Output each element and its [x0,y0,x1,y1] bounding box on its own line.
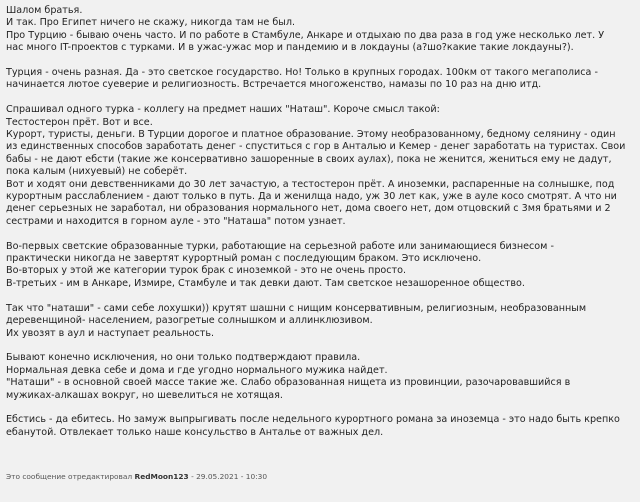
post-text-line: начинается лютое суеверие и религиозность. Встречается многоженство, намазы по 10 раз на дню итд. [6,79,542,91]
post-text-line: курортным расслаблением - дают только в путь. Да и женилща надо, уж 30 лет как, уже в ауле косо смотрят. А что ни [6,191,617,203]
post-text-line: деревенщиной- населением, разогретые солнышком и аллинклюзивом. [6,315,373,327]
post-text-line: Их увозят в аул и наступает реальность. [6,327,215,339]
post-text-line: Тестостерон прёт. Вот и все. [6,116,153,128]
post-text-line: В-третьих - им в Анкаре, Измире, Стамбуле и так девки дают. Там светское незашоренное общество. [6,277,525,289]
post-body [6,5,634,439]
post-paragraph [6,67,634,92]
post-text-line: Во-первых светские образованные турки, работающие на серьезной работе или занимающиеся бизнесом - [6,240,554,252]
post-paragraph [6,5,634,55]
post-text-line: Шалом братья. [6,5,83,16]
post-text-line: Ебстись - да ебитесь. Но замуж выпрыгивать после недельного курортного романа за иноземца - это надо быть крепко [6,414,620,426]
post-text-line: нас много IT-проектов с турками. И в ужас-ужас мор и пандемию и в локдауны (а?шо?какие такие локдауны?). [6,42,574,54]
post-text-line: практически никогда не завертят курортный роман с последующим браком. Это исключено. [6,253,482,265]
post-paragraph [6,414,634,439]
post-text-line: Курорт, туристы, деньги. В Турции дорогое и платное образование. Этому необразованному, бедному селянину - один [6,129,616,141]
post-text-line: сестрами и находится в горном ауле - это "Наташа" потом узнает. [6,215,346,227]
post-text-line: "Наташи" - в основной своей массе такие же. Слабо образованная нищета из провинции, разочаровавшийся в [6,377,571,389]
edit-note-date: 29.05.2021 - 10:30 [196,472,268,481]
edit-note [6,472,267,482]
edit-note-separator: - [191,472,194,481]
post-text-line: пока калым (нихуевый) не соберёт. [6,166,188,178]
post-text-line: Турция - очень разная. Да - это светское государство. Но! Только в крупных городах. 100км от такого мегаполиса - [6,67,598,79]
post-paragraph [6,104,634,228]
post-text-line: Так что "наташи" - сами себе лохушки)) крутят шашни с нищим консервативным, религиозным, необразованным [6,302,587,314]
edit-note-author[interactable]: RedMoon123 [134,472,189,481]
post-text-line: Спрашивал одного турка - коллегу на предмет наших "Наташ". Короче смысл такой: [6,104,440,116]
post-text-line: ебанутой. Отвлекает только наше консульство в Анталье от важных дел. [6,426,384,438]
post-text-line: из единственных способов заработать денег - спуститься с гор в Анталью и Кемер - денег заработать на туристах. Свои [6,141,626,153]
post-text-line: мужиках-алкашах вокруг, но шевелиться не хотящая. [6,389,283,401]
edit-note-prefix: Это сообщение отредактировал [6,472,133,481]
post-text-line: Во-вторых у этой же категории турок брак с иноземкой - это не очень просто. [6,265,407,277]
post-paragraph [6,241,634,291]
post-text-line: Вот и ходят они девственниками до 30 лет зачастую, а тестостерон прёт. А иноземки, распаренные на солнышке, под [6,178,615,190]
post-text-line: бабы - не дают ебсти (такие же консервативно зашоренные в своих аулах), пока не женится, жениться ему не дадут, [6,153,612,165]
post-text-line: Про Турцию - бываю очень часто. И по работе в Стамбуле, Анкаре и отдыхаю по два раза в год уже несколько лет. У [6,29,605,41]
post-text-line: Нормальная девка себе и дома и где угодно нормального мужика найдет. [6,364,388,376]
post-text-line: Бывают конечно исключения, но они только подтверждают правила. [6,352,361,364]
post-paragraph [6,352,634,402]
post-paragraph [6,303,634,340]
post-text-line: И так. Про Египет ничего не скажу, никогда там не был. [6,17,296,29]
post-text-line: денег серьезных не заработал, ни образования нормального нет, дома своего нет, дом отцовский с 3мя братьями и 2 [6,203,611,215]
